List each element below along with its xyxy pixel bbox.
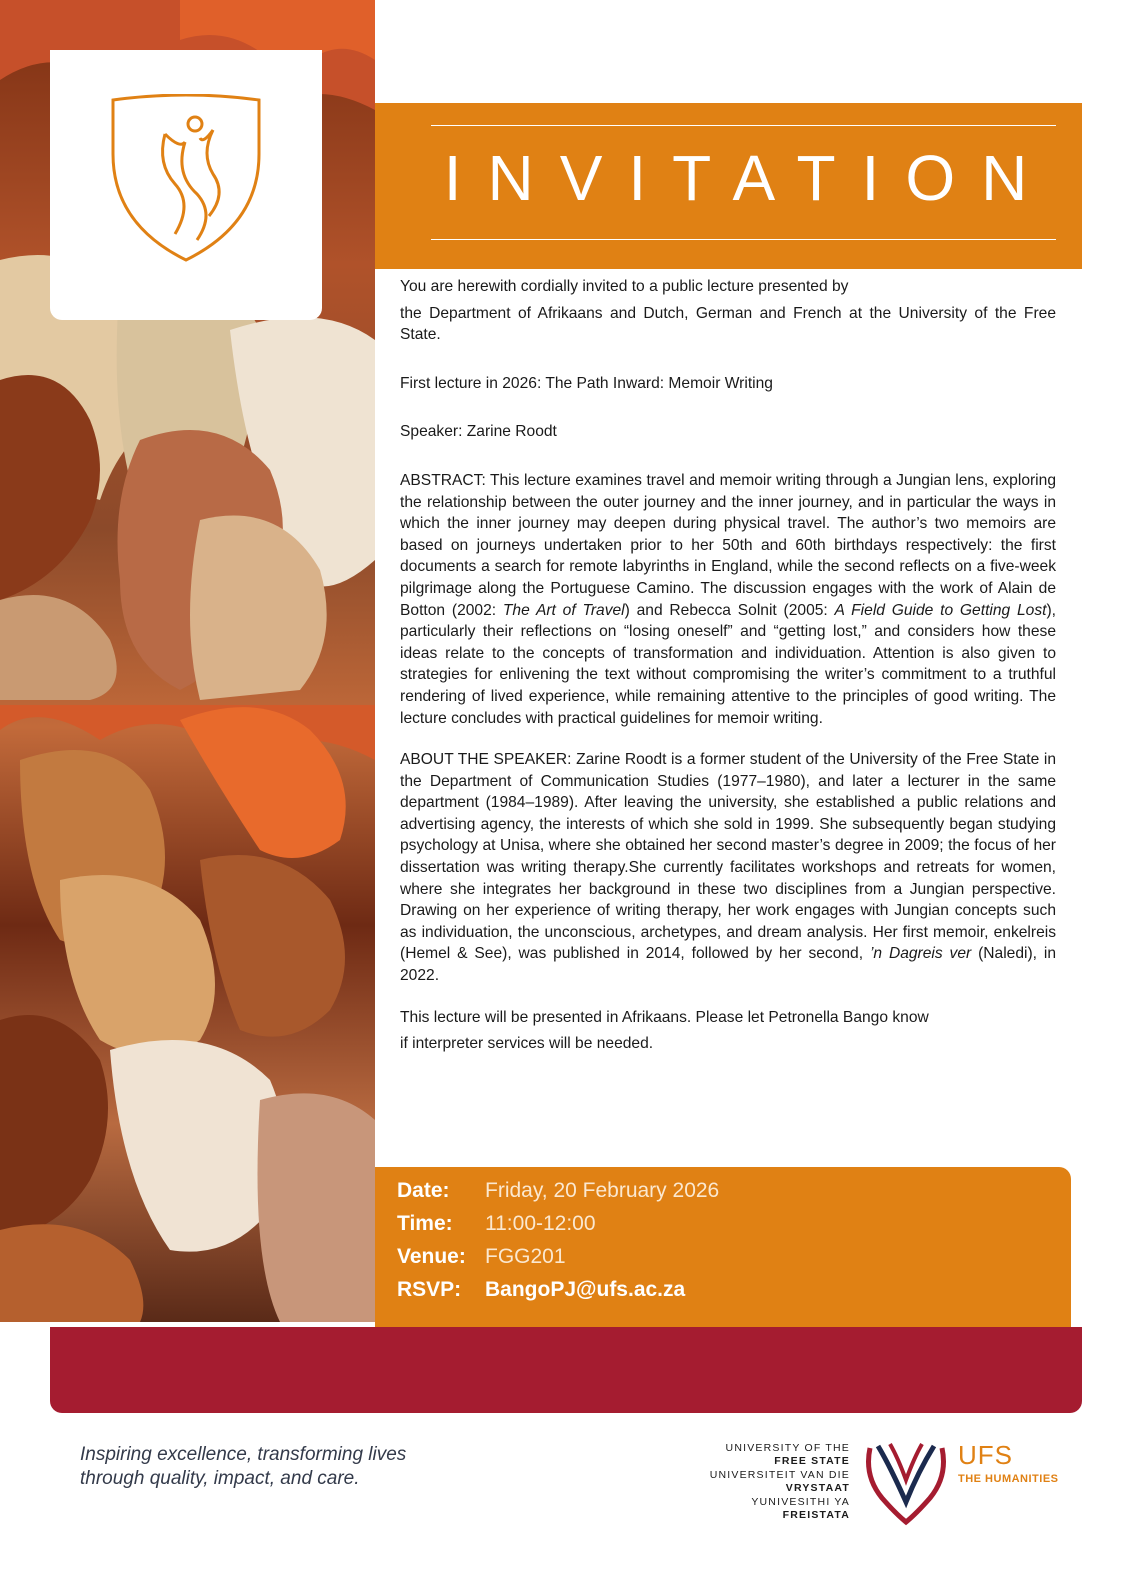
ufs-heart-logo-icon: [860, 1436, 952, 1528]
time-row: [397, 1212, 596, 1236]
abstract-book-1: The Art of Travel: [502, 601, 625, 619]
date-row: [397, 1179, 719, 1203]
venue-row: [397, 1245, 566, 1269]
abstract-text-1: ABSTRACT: This lecture examines travel and memoir writing through a Jungian lens, exploring the relationship between the outer journey and the inner journey, and in particular the ways in which the inner journey may deepen during physical travel. The author’s two memoirs are based on journeys undertaken prior to her 50th and 60th birthdays respectively: the first documents a search for remote labyrinths in England, while the second reflects on a five-week pilgrimage along the Portuguese Camino. The discussion engages with the work of Alain de Botton (2002:: [400, 471, 1056, 619]
about-paragraph: [400, 749, 1056, 987]
uni-line-6: FREISTATA: [782, 1509, 850, 1522]
tagline-line-1: Inspiring excellence, transforming lives: [80, 1444, 407, 1465]
uni-line-3: UNIVERSITEIT VAN DIE: [709, 1468, 850, 1481]
tagline: [80, 1443, 406, 1491]
about-book: ’n Dagreis ver: [869, 945, 972, 963]
time-label: Time:: [397, 1212, 453, 1235]
date-value: Friday, 20 February 2026: [485, 1179, 720, 1202]
rsvp-label: RSVP:: [397, 1278, 462, 1301]
rsvp-email-link[interactable]: BangoPJ@ufs.ac.za: [485, 1278, 686, 1301]
lecture-title: First lecture in 2026: The Path Inward: Memoir Writing: [400, 374, 773, 392]
intro-line-1: You are herewith cordially invited to a public lecture presented by: [400, 278, 849, 295]
abstract-text-3: ), particularly their reflections on “losing oneself” and “getting lost,” and considers how these ideas relate to the concepts of transformation and individuation. Attention is also given to strategies for enlivening the text without compromising the writer’s commitment to a truthful rendering of lived experience, while remaining attentive to the principles of good writing. The lecture concludes with practical guidelines for memoir writing.: [400, 601, 1056, 727]
event-details: [375, 1167, 1071, 1327]
footer-bar: [50, 1327, 1082, 1413]
logo-card: [50, 50, 322, 320]
date-label: Date:: [397, 1179, 450, 1202]
abstract-paragraph: [400, 470, 1056, 729]
rsvp-row: [397, 1278, 685, 1302]
university-name: [690, 1442, 850, 1522]
language-note-1: This lecture will be presented in Afrikaans. Please let Petronella Bango know: [400, 1008, 929, 1026]
about-text-1: ABOUT THE SPEAKER: Zarine Roodt is a former student of the University of the Free State in the Department of Communication Studies (1977–1980), and later a lecturer in the same department (1984–1989). After leaving the university, she established a public relations and advertising agency, the interests of which she sold in 1999. She subsequently began studying psychology at Unisa, where she obtained her second master’s degree in 2009; the focus of her dissertation was writing therapy.She currently facilitates workshops and retreats for women, where she integrates her background in these two disciplines from a Jungian perspective. Drawing on her experience of writing therapy, her work engages with Jungian concepts such as individuation, the unconscious, archetypes, and dream analysis. Her first memoir, enkelreis (Hemel & See), was published in 2014, followed by her second,: [400, 751, 1056, 963]
speaker-line: Speaker: Zarine Roodt: [400, 423, 557, 441]
venue-label: Venue:: [397, 1245, 466, 1268]
faculty-name: THE HUMANITIES: [958, 1473, 1059, 1485]
time-value: 11:00-12:00: [485, 1212, 596, 1235]
intro-line-2: the Department of Afrikaans and Dutch, German and French at the University of the Free State.: [400, 304, 1056, 344]
ufs-brand: UFS: [958, 1440, 1013, 1470]
uni-line-2: FREE STATE: [774, 1455, 850, 1468]
uni-line-5: YUNIVESITHI YA: [751, 1495, 850, 1508]
about-text-2: (Naledi), in 2022.: [400, 945, 1056, 985]
bottom-rule: [431, 239, 1056, 240]
uni-line-4: VRYSTAAT: [785, 1482, 850, 1495]
main-content: [400, 276, 1056, 1055]
uni-line-1: UNIVERSITY OF THE: [725, 1442, 850, 1454]
abstract-book-2: A Field Guide to Getting Lost: [834, 601, 1047, 619]
venue-value: FGG201: [485, 1245, 566, 1268]
top-rule: [431, 125, 1056, 126]
title-band: [375, 103, 1082, 269]
tagline-line-2: through quality, impact, and care.: [80, 1468, 360, 1489]
language-note-2: if interpreter services will be needed.: [400, 1035, 654, 1053]
ufs-crest-icon: [105, 94, 267, 266]
abstract-text-2: ) and Rebecca Solnit (2005:: [624, 601, 835, 619]
page-title: INVITATION: [443, 142, 1054, 214]
